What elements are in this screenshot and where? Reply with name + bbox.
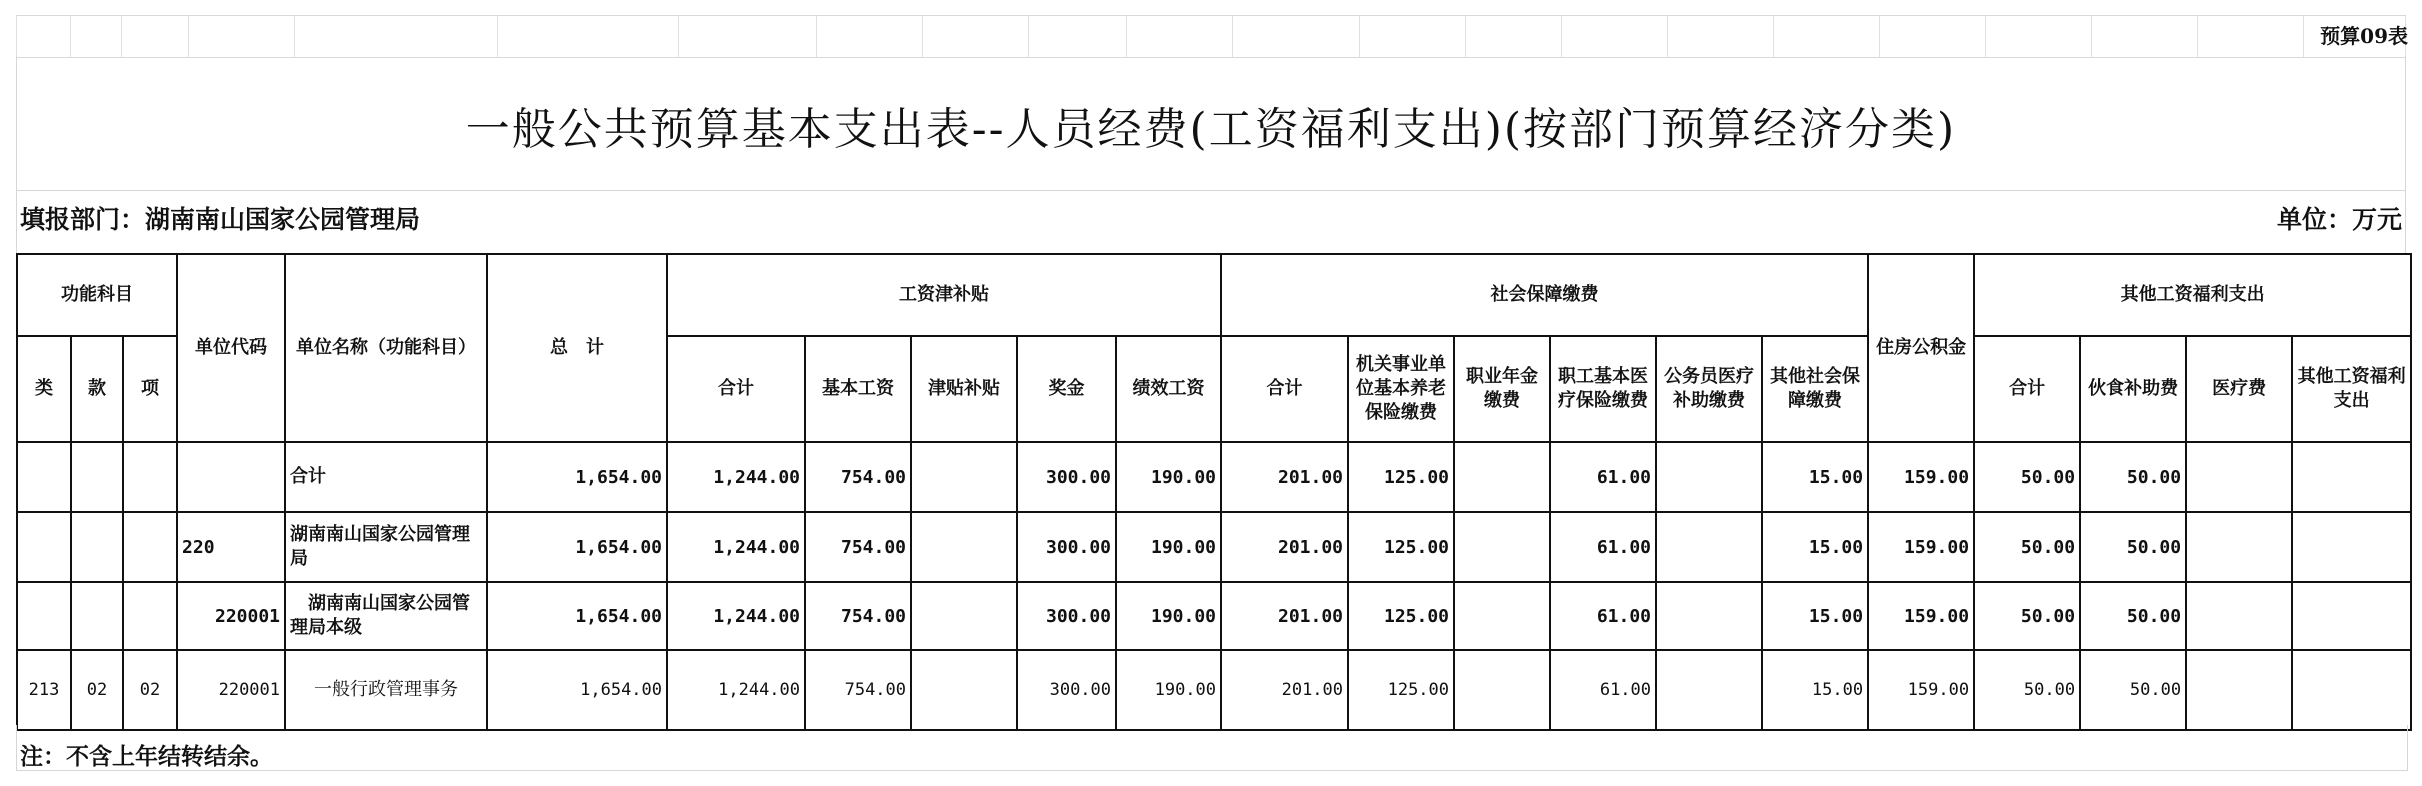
cell-total: 1,654.00 [487,650,667,730]
cell-annuity [1454,582,1550,650]
cell-wage-total: 1,244.00 [667,650,805,730]
cell-pension: 125.00 [1348,512,1454,582]
budget-table [16,253,2412,731]
header-performance-wage: 绩效工资 [1116,336,1221,442]
table-number: 预算09表 [2320,24,2408,48]
cell-wage-total: 1,244.00 [667,442,805,512]
cell-social-total: 201.00 [1221,512,1348,582]
header-xiang: 项 [123,336,177,442]
header-other-total: 合计 [1974,336,2080,442]
cell-basic-wage: 754.00 [805,582,911,650]
cell-bonus: 300.00 [1017,650,1116,730]
unit-label: 单位：万元 [2276,205,2402,234]
cell-other-welfare [2292,650,2411,730]
cell-social-total: 201.00 [1221,582,1348,650]
header-social-group: 社会保障缴费 [1221,254,1868,336]
cell-lei [17,512,71,582]
reporting-department: 填报部门：湖南南山国家公园管理局 [20,205,421,234]
cell-wage-total: 1,244.00 [667,582,805,650]
cell-kuan [71,442,123,512]
cell-unit-name: 一般行政管理事务 [285,650,487,730]
cell-annuity [1454,650,1550,730]
cell-housing-fund: 159.00 [1868,442,1974,512]
cell-civil-medical [1656,582,1762,650]
cell-allowance [911,442,1017,512]
cell-unit-code [177,442,285,512]
header-medical-insurance: 职工基本医疗保险缴费 [1550,336,1656,442]
cell-basic-wage: 754.00 [805,512,911,582]
cell-total: 1,654.00 [487,512,667,582]
header-total: 总 计 [487,254,667,442]
header-unit-code: 单位代码 [177,254,285,442]
header-allowance: 津贴补贴 [911,336,1017,442]
cell-medical-fee [2186,650,2292,730]
header-civil-medical: 公务员医疗补助缴费 [1656,336,1762,442]
cell-other-total: 50.00 [1974,582,2080,650]
header-meal-allowance: 伙食补助费 [2080,336,2186,442]
header-bonus: 奖金 [1017,336,1116,442]
cell-meal-allowance: 50.00 [2080,650,2186,730]
cell-allowance [911,650,1017,730]
header-wage-total: 合计 [667,336,805,442]
cell-kuan [71,512,123,582]
header-other-welfare: 其他工资福利支出 [2292,336,2411,442]
cell-xiang: 02 [123,650,177,730]
footnote: 注：不含上年结转结余。 [20,743,273,770]
cell-lei [17,442,71,512]
cell-housing-fund: 159.00 [1868,650,1974,730]
cell-xiang [123,442,177,512]
cell-allowance [911,512,1017,582]
cell-medical-insurance: 61.00 [1550,650,1656,730]
cell-performance-wage: 190.00 [1116,442,1221,512]
header-basic-wage: 基本工资 [805,336,911,442]
page-title: 一般公共预算基本支出表--人员经费(工资福利支出)(按部门预算经济分类) [465,104,1957,155]
cell-kuan: 02 [71,650,123,730]
cell-unit-name: 湖南南山国家公园管理局本级 [285,582,487,650]
cell-pension: 125.00 [1348,442,1454,512]
cell-xiang [123,582,177,650]
cell-medical-insurance: 61.00 [1550,582,1656,650]
cell-basic-wage: 754.00 [805,442,911,512]
header-annuity: 职业年金缴费 [1454,336,1550,442]
header-wage-group: 工资津补贴 [667,254,1221,336]
table-row [17,650,2411,730]
cell-performance-wage: 190.00 [1116,582,1221,650]
cell-total: 1,654.00 [487,442,667,512]
cell-unit-name: 合计 [285,442,487,512]
cell-other-welfare [2292,442,2411,512]
spreadsheet-grid-row [16,15,2406,58]
header-other-social: 其他社会保障缴费 [1762,336,1868,442]
header-pension: 机关事业单位基本养老保险缴费 [1348,336,1454,442]
cell-other-welfare [2292,582,2411,650]
cell-unit-code: 220 [177,512,285,582]
cell-medical-fee [2186,582,2292,650]
cell-bonus: 300.00 [1017,442,1116,512]
cell-allowance [911,582,1017,650]
cell-civil-medical [1656,512,1762,582]
cell-meal-allowance: 50.00 [2080,582,2186,650]
cell-meal-allowance: 50.00 [2080,512,2186,582]
cell-housing-fund: 159.00 [1868,512,1974,582]
header-housing-fund: 住房公积金 [1868,254,1974,442]
cell-meal-allowance: 50.00 [2080,442,2186,512]
cell-bonus: 300.00 [1017,512,1116,582]
cell-total: 1,654.00 [487,582,667,650]
cell-other-social: 15.00 [1762,442,1868,512]
cell-bonus: 300.00 [1017,582,1116,650]
cell-other-total: 50.00 [1974,512,2080,582]
cell-unit-code: 220001 [177,650,285,730]
cell-xiang [123,512,177,582]
header-func-subject: 功能科目 [17,254,177,336]
cell-other-social: 15.00 [1762,650,1868,730]
cell-annuity [1454,442,1550,512]
cell-social-total: 201.00 [1221,650,1348,730]
table-row [17,582,2411,650]
cell-performance-wage: 190.00 [1116,650,1221,730]
cell-performance-wage: 190.00 [1116,512,1221,582]
header-social-total: 合计 [1221,336,1348,442]
cell-other-social: 15.00 [1762,582,1868,650]
cell-basic-wage: 754.00 [805,650,911,730]
header-medical-fee: 医疗费 [2186,336,2292,442]
table-row [17,442,2411,512]
header-row-1 [17,254,2411,336]
cell-housing-fund: 159.00 [1868,582,1974,650]
cell-other-total: 50.00 [1974,650,2080,730]
header-unit-name: 单位名称（功能科目） [285,254,487,442]
cell-medical-insurance: 61.00 [1550,442,1656,512]
header-kuan: 款 [71,336,123,442]
table-row [17,512,2411,582]
note-frame [16,725,2408,771]
cell-medical-fee [2186,442,2292,512]
cell-pension: 125.00 [1348,582,1454,650]
cell-civil-medical [1656,442,1762,512]
cell-social-total: 201.00 [1221,442,1348,512]
cell-unit-code: 220001 [177,582,285,650]
cell-pension: 125.00 [1348,650,1454,730]
cell-other-total: 50.00 [1974,442,2080,512]
cell-medical-fee [2186,512,2292,582]
cell-unit-name: 湖南南山国家公园管理局 [285,512,487,582]
cell-civil-medical [1656,650,1762,730]
cell-kuan [71,582,123,650]
cell-medical-insurance: 61.00 [1550,512,1656,582]
header-other-group: 其他工资福利支出 [1974,254,2411,336]
cell-other-social: 15.00 [1762,512,1868,582]
header-lei: 类 [17,336,71,442]
cell-wage-total: 1,244.00 [667,512,805,582]
cell-other-welfare [2292,512,2411,582]
cell-lei [17,582,71,650]
cell-lei: 213 [17,650,71,730]
cell-annuity [1454,512,1550,582]
